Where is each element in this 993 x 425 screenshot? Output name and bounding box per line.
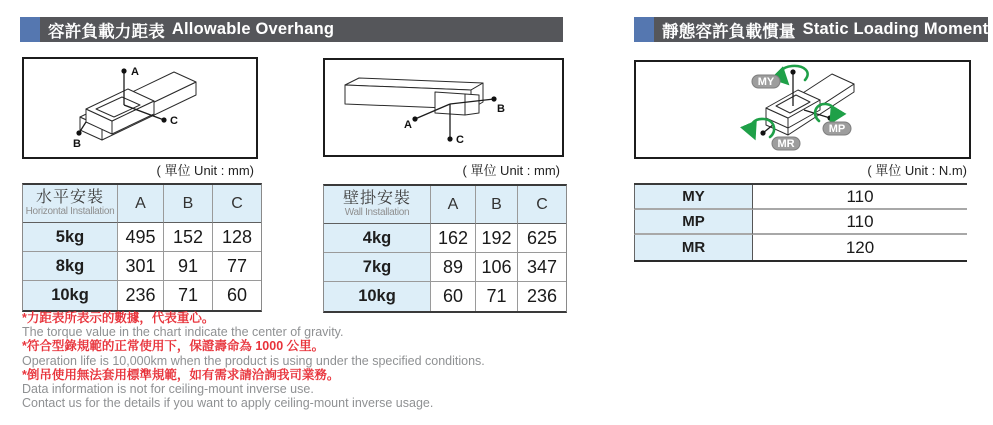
section-title-zh: 容許負載力距表	[48, 22, 165, 41]
footnote-line: Contact us for the details if you want to apply ceiling-mount inverse usage.	[22, 396, 434, 411]
table-name-zh: 壁掛安裝	[342, 189, 411, 207]
point-label-c: C	[170, 115, 178, 127]
cell-a: 162	[431, 224, 476, 253]
table-name-en: Horizontal Installation	[25, 205, 115, 217]
table-name-en: Wall Installation	[344, 206, 410, 218]
table-name-zh: 水平安裝	[35, 188, 104, 206]
unit-label-mm-2: ( 單位 Unit : mm)	[462, 163, 560, 178]
horizontal-installation-table	[22, 183, 262, 312]
col-header-a: A	[431, 186, 476, 224]
table-name-cell	[324, 186, 431, 224]
footnote-line: *力距表所表示的數據，代表重心。	[22, 311, 215, 325]
section-title-bar	[40, 17, 563, 42]
static-loading-moment-table	[634, 183, 967, 262]
section-header-allowable-overhang	[20, 17, 563, 42]
horizontal-overhang-diagram	[24, 59, 251, 152]
wall-installation-table	[323, 184, 567, 313]
col-header-c: C	[518, 186, 566, 224]
footnote-line: *符合型錄規範的正常使用下，保證壽命為 1000 公里。	[22, 339, 325, 354]
cell-a: 60	[431, 282, 476, 311]
moment-row-value: 110	[753, 210, 967, 235]
section-title-en: Static Loading Moment	[802, 20, 989, 38]
cell-b: 71	[164, 281, 213, 310]
row-load: 5kg	[23, 223, 118, 252]
cell-c: 347	[518, 253, 566, 282]
table-name-cell	[23, 185, 118, 223]
footnote-line: The torque value in the chart indicate the center of gravity.	[22, 325, 344, 340]
cell-a: 301	[118, 252, 164, 281]
col-header-a: A	[118, 185, 164, 223]
cell-a: 495	[118, 223, 164, 252]
cell-c: 625	[518, 224, 566, 253]
section-title-zh: 靜態容許負載慣量	[662, 22, 796, 41]
point-label-a: A	[131, 66, 139, 78]
cell-c: 77	[213, 252, 261, 281]
moment-row-label: MP	[634, 210, 753, 235]
moment-badge-mr: MR	[777, 138, 795, 150]
row-load: 10kg	[23, 281, 118, 310]
cell-c: 236	[526, 286, 558, 306]
cell-b: 71	[476, 282, 518, 311]
unit-label-nm: ( 單位 Unit : N.m)	[867, 163, 967, 178]
cell-b: 91	[164, 252, 213, 281]
col-header-b: B	[476, 186, 518, 224]
moment-axes-diagram	[636, 62, 964, 152]
header-accent-square	[634, 17, 654, 42]
col-header-c: C	[213, 185, 261, 223]
cell-a: 89	[431, 253, 476, 282]
header-accent-square	[20, 17, 40, 42]
footnote-line: Data information is not for ceiling-mount inverse use.	[22, 382, 314, 397]
row-load: 7kg	[324, 253, 431, 282]
point-label-b: B	[73, 138, 81, 150]
moment-row-label: MR	[634, 235, 753, 260]
footnotes	[22, 311, 582, 410]
point-label-a: A	[404, 119, 412, 131]
moment-row-value: 120	[845, 237, 875, 257]
cell-b: 106	[476, 253, 518, 282]
section-header-static-loading-moment	[634, 17, 987, 42]
moment-row-value: 110	[753, 185, 967, 210]
col-header-b: B	[164, 185, 213, 223]
footnote-line: Operation life is 10,000km when the product is using under the specified conditions.	[22, 353, 485, 368]
cell-c: 128	[213, 223, 261, 252]
diagram-moment-axes	[634, 60, 971, 159]
moment-badge-my: MY	[757, 76, 775, 88]
cell-b: 152	[164, 223, 213, 252]
wall-overhang-diagram	[325, 60, 557, 150]
section-title-bar	[654, 17, 988, 42]
point-label-b: B	[497, 103, 505, 115]
diagram-wall-installation	[323, 58, 564, 157]
row-load: 10kg	[324, 282, 431, 311]
footnote-line: *倒吊使用無法套用標準規範，如有需求請洽詢我司業務。	[22, 367, 340, 382]
cell-b: 192	[476, 224, 518, 253]
unit-label-mm-1: ( 單位 Unit : mm)	[156, 163, 254, 178]
cell-a: 236	[118, 281, 164, 310]
diagram-horizontal-installation	[22, 57, 258, 159]
cell-c: 60	[226, 285, 248, 305]
point-label-c: C	[456, 134, 464, 146]
moment-badge-mp: MP	[828, 123, 846, 135]
row-load: 4kg	[324, 224, 431, 253]
moment-row-label: MY	[634, 185, 753, 210]
section-title-en: Allowable Overhang	[171, 20, 335, 38]
row-load: 8kg	[23, 252, 118, 281]
